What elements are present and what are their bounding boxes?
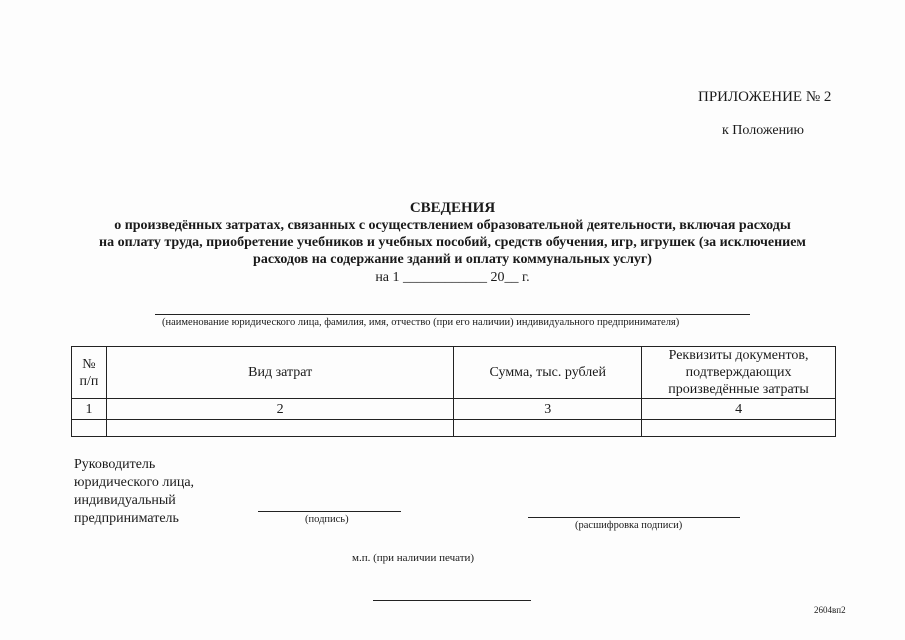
stamp-note: м.п. (при наличии печати)	[352, 552, 475, 564]
signature-decode-line	[528, 517, 740, 518]
form-code: 2604вп2	[814, 605, 846, 615]
table-row	[72, 420, 836, 437]
subtitle-line-1: о произведённых затратах, связанных с осуществлением образовательной деятельности, включая расходы	[114, 218, 791, 233]
report-date-line: на 1 ____________ 20__ г.	[375, 270, 530, 285]
signature-line	[258, 511, 401, 512]
subtitle-line-2: на оплату труда, приобретение учебников и учебных пособий, средств обучения, игр, игрушек (за исключением	[99, 235, 806, 250]
header-cell-cost-type: Вид затрат	[106, 347, 453, 399]
table-cell	[454, 420, 642, 437]
header-cell-amount: Сумма, тыс. рублей	[454, 347, 642, 399]
signer-line-1: Руководитель	[74, 457, 156, 472]
header-cell-number: № п/п	[72, 347, 107, 399]
signer-title	[74, 456, 194, 528]
table-cell	[106, 420, 453, 437]
column-number-3: 3	[454, 399, 642, 420]
table-cell	[72, 420, 107, 437]
bottom-line	[373, 600, 531, 601]
subtitle-line-3: расходов на содержание зданий и оплату коммунальных услуг)	[253, 252, 652, 267]
signature-decode-caption: (расшифровка подписи)	[575, 520, 683, 531]
column-number-2: 2	[106, 399, 453, 420]
org-name-caption: (наименование юридического лица, фамилия, имя, отчество (при его наличии) индивидуального предпринимателя)	[162, 317, 680, 328]
column-number-1: 1	[72, 399, 107, 420]
signer-line-2: юридического лица,	[74, 475, 195, 490]
document-title: СВЕДЕНИЯ	[409, 200, 496, 216]
signature-caption: (подпись)	[305, 514, 349, 525]
appendix-number: ПРИЛОЖЕНИЕ № 2	[698, 89, 832, 105]
signer-line-3: индивидуальный	[74, 493, 176, 508]
regulation-reference: к Положению	[722, 123, 805, 138]
column-number-4: 4	[642, 399, 836, 420]
table-row	[72, 399, 836, 420]
costs-table	[71, 346, 836, 437]
signer-line-4: предприниматель	[74, 511, 179, 526]
org-name-line	[155, 314, 750, 315]
document-title-block	[40, 200, 865, 287]
table-cell	[642, 420, 836, 437]
header-cell-documents: Реквизиты документов, подтверждающих произведённые затраты	[642, 347, 836, 399]
table-header-row	[72, 347, 836, 399]
